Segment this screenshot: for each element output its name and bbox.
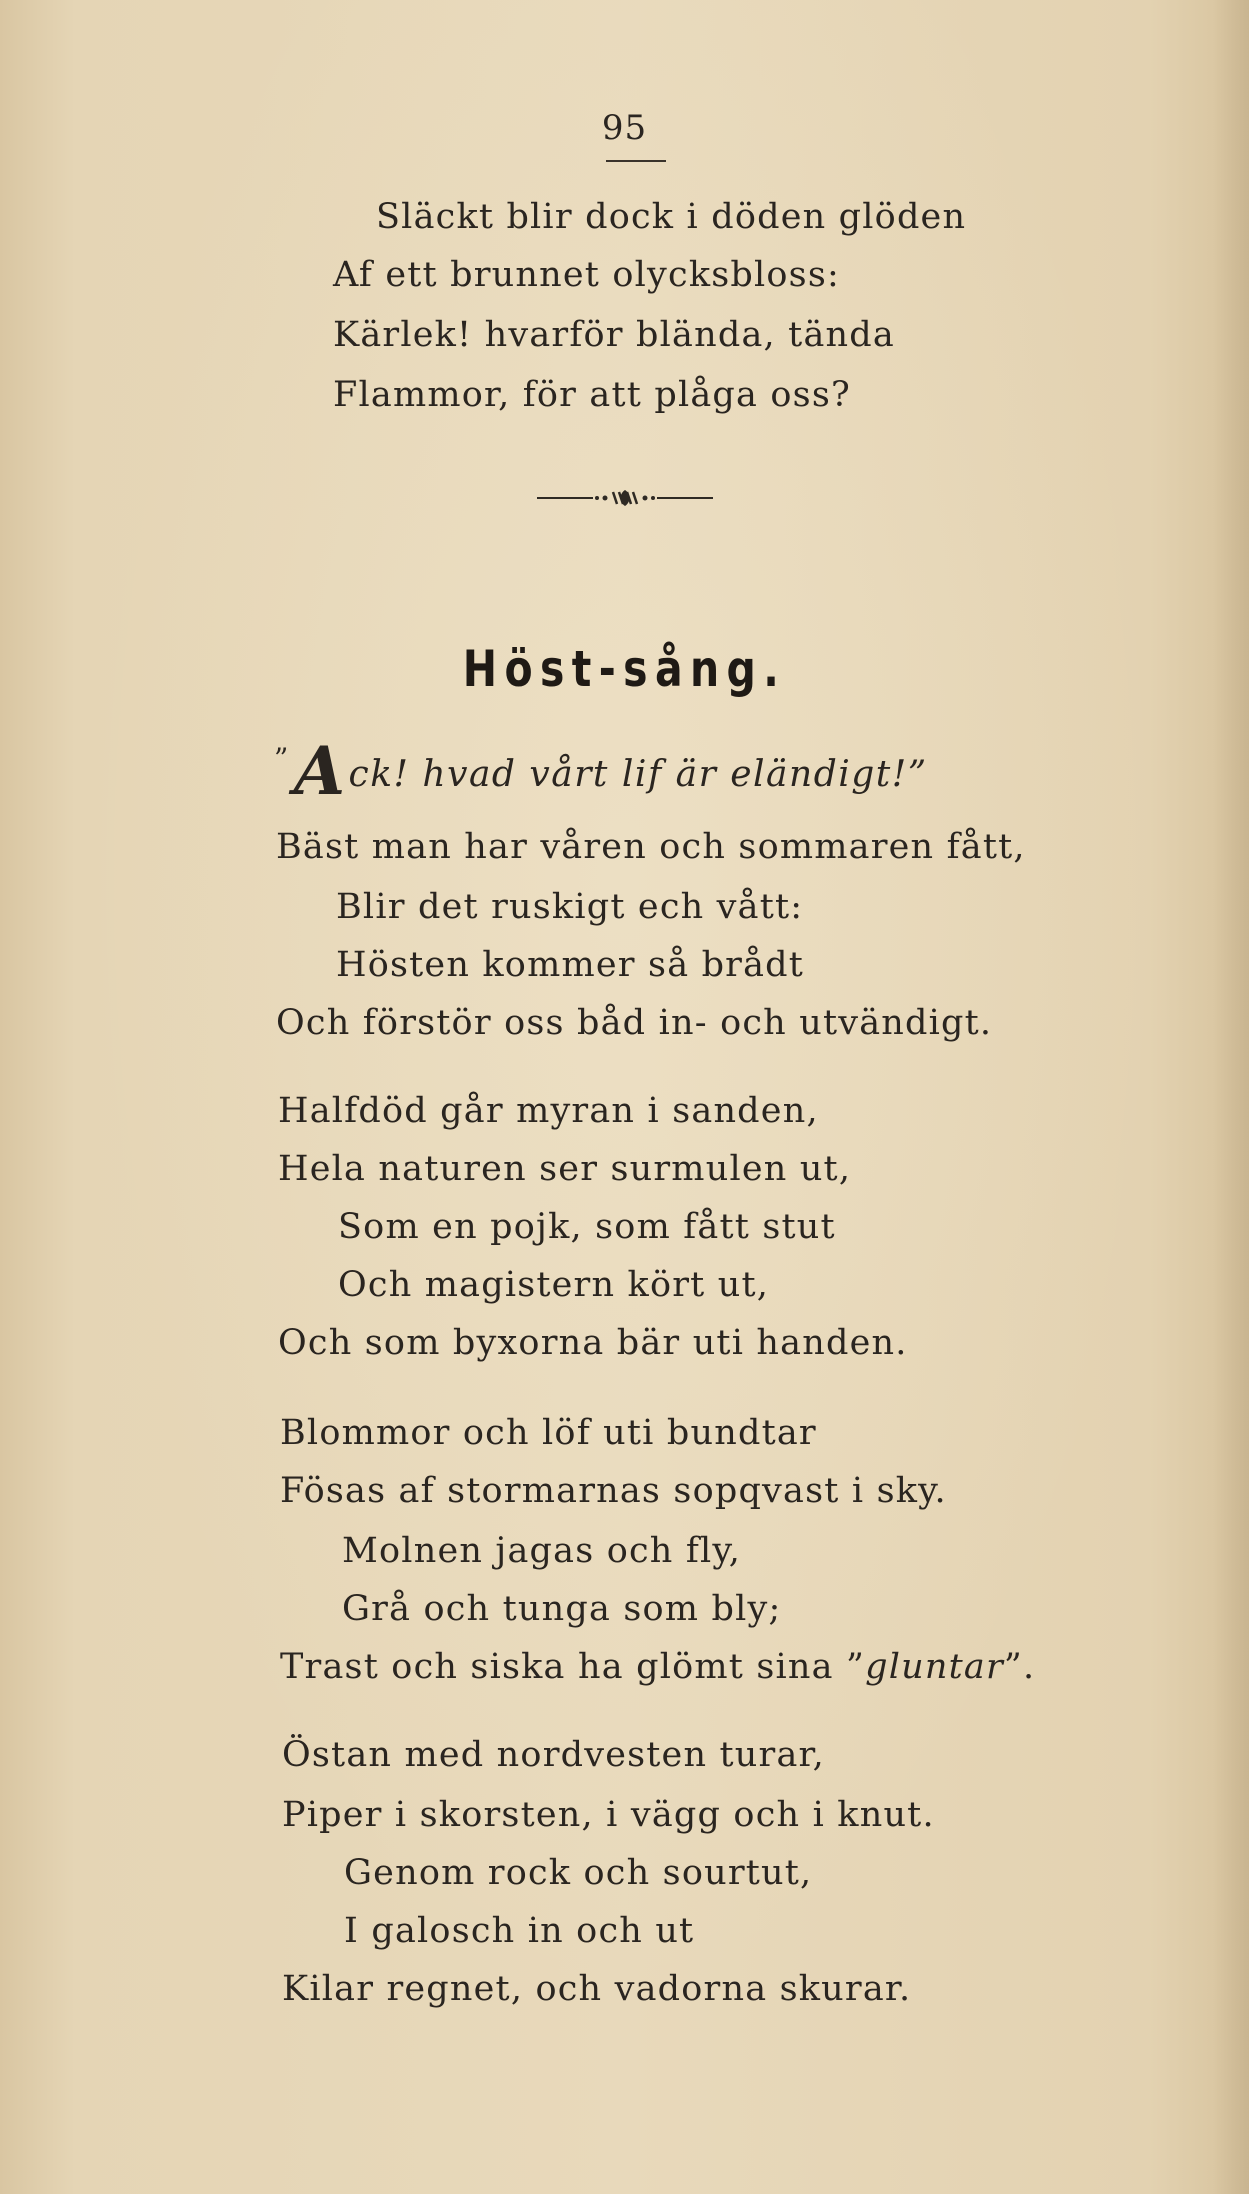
poem-title: Höst-sång. xyxy=(462,640,787,698)
stanza-3-line-5-end: ”. xyxy=(1003,1647,1036,1687)
previous-poem-line-4: Flammor, för att plåga oss? xyxy=(333,375,851,415)
stanza-2-line-1: Halfdöd går myran i sanden, xyxy=(278,1091,819,1131)
poem-opening-line xyxy=(274,732,928,810)
section-ornament xyxy=(0,486,1249,514)
italic-word-gluntar: gluntar xyxy=(865,1647,1004,1687)
page-number-rule xyxy=(606,160,666,162)
stanza-4-line-1: Östan med nordvesten turar, xyxy=(282,1735,825,1775)
stanza-3-line-5-text: Trast och siska ha glömt sina ” xyxy=(280,1647,866,1687)
page-number: 95 xyxy=(601,108,648,148)
stanza-4-line-2: Piper i skorsten, i vägg och i knut. xyxy=(282,1795,935,1835)
stanza-1-line-1: Bäst man har våren och sommaren fått, xyxy=(276,827,1026,867)
stanza-3-line-3: Molnen jagas och fly, xyxy=(342,1531,742,1571)
stanza-3-line-5 xyxy=(280,1647,1036,1687)
opening-quote: ” xyxy=(274,742,290,775)
stanza-1-line-4: Och förstör oss båd in- och utvändigt. xyxy=(276,1003,993,1043)
stanza-1-line-2: Blir det ruskigt ech vått: xyxy=(336,887,804,927)
stanza-4-line-5: Kilar regnet, och vadorna skurar. xyxy=(282,1969,912,2009)
stanza-3-line-1: Blommor och löf uti bundtar xyxy=(280,1413,817,1453)
drop-cap: A xyxy=(293,732,347,810)
stanza-4-line-4: I galosch in och ut xyxy=(344,1911,695,1951)
previous-poem-line-2: Af ett brunnet olycksbloss: xyxy=(333,255,840,295)
ornament-divider-icon xyxy=(535,486,715,510)
previous-poem-line-3: Kärlek! hvarför blända, tända xyxy=(333,315,895,355)
stanza-3-line-4: Grå och tunga som bly; xyxy=(342,1589,782,1629)
stanza-3-line-2: Fösas af stormarnas sopqvast i sky. xyxy=(280,1471,947,1511)
spine-shadow xyxy=(1213,0,1249,2194)
stanza-2-line-4: Och magistern kört ut, xyxy=(338,1265,770,1305)
stanza-4-line-3: Genom rock och sourtut, xyxy=(344,1853,813,1893)
stanza-1-line-3: Hösten kommer så brådt xyxy=(336,945,805,985)
stanza-2-line-2: Hela naturen ser surmulen ut, xyxy=(278,1149,852,1189)
opening-line-text: ck! hvad vårt lif är eländigt!” xyxy=(348,754,928,795)
previous-poem-line-1: Släckt blir dock i döden glöden xyxy=(376,197,967,237)
stanza-2-line-3: Som en pojk, som fått stut xyxy=(338,1207,836,1247)
stanza-2-line-5: Och som byxorna bär uti handen. xyxy=(278,1323,908,1363)
